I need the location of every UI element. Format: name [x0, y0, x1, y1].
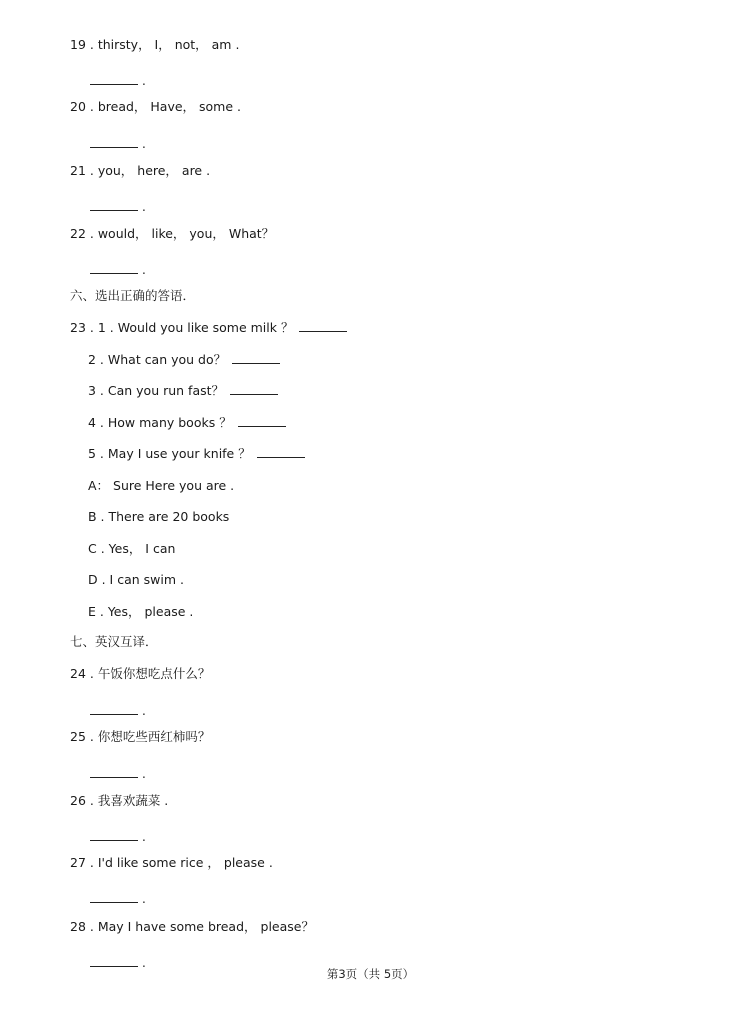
answer-blank[interactable]	[238, 416, 286, 427]
section-title-7: 七、英汉互译．	[70, 634, 158, 649]
option-a: A： Sure Here you are .	[88, 478, 235, 493]
page-footer: 第3页（共 5页）	[326, 967, 415, 981]
item-text: 2 . What can you do？	[88, 352, 227, 367]
question-24: 24 . 午饭你想吃点什么？	[70, 666, 211, 681]
question-20: 20 . bread， Have， some .	[70, 99, 241, 114]
question-27: 27 . I'd like some rice ， please .	[70, 855, 273, 870]
question-23-item-5	[88, 446, 305, 462]
question-23-item-1	[70, 320, 347, 336]
question-23-item-4	[88, 415, 286, 431]
answer-blank[interactable]	[299, 321, 347, 332]
question-26: 26 . 我喜欢蔬菜 .	[70, 793, 169, 808]
answer-blank-28[interactable]: .	[90, 952, 146, 971]
answer-blank-21[interactable]: .	[90, 196, 146, 215]
answer-blank[interactable]	[232, 353, 280, 364]
item-text: 5 . May I use your knife ？	[88, 446, 251, 461]
answer-blank-24[interactable]: .	[90, 700, 146, 719]
question-21: 21 . you， here， are .	[70, 163, 211, 178]
question-28: 28 . May I have some bread， please？	[70, 919, 314, 934]
item-text: 23 . 1 . Would you like some milk ？	[70, 320, 294, 335]
answer-blank-22[interactable]: .	[90, 259, 146, 278]
question-19: 19 . thirsty， I， not， am .	[70, 37, 240, 52]
question-25: 25 . 你想吃些西红柿吗？	[70, 729, 211, 744]
option-b: B . There are 20 books	[88, 509, 230, 524]
answer-blank[interactable]	[230, 384, 278, 395]
item-text: 4 . How many books ？	[88, 415, 232, 430]
question-23-item-3	[88, 383, 278, 399]
option-e: E . Yes， please .	[88, 604, 194, 619]
answer-blank-26[interactable]: .	[90, 826, 146, 845]
answer-blank-27[interactable]: .	[90, 888, 146, 907]
option-d: D . I can swim .	[88, 572, 184, 587]
item-text: 3 . Can you run fast？	[88, 383, 225, 398]
answer-blank-25[interactable]: .	[90, 763, 146, 782]
question-22: 22 . would， like， you， What？	[70, 226, 275, 241]
answer-blank-19[interactable]: .	[90, 70, 146, 89]
answer-blank-20[interactable]: .	[90, 133, 146, 152]
question-23-item-2	[88, 352, 280, 368]
option-c: C . Yes， I can	[88, 541, 176, 556]
answer-blank[interactable]	[257, 447, 305, 458]
section-title-6: 六、选出正确的答语．	[70, 288, 196, 303]
